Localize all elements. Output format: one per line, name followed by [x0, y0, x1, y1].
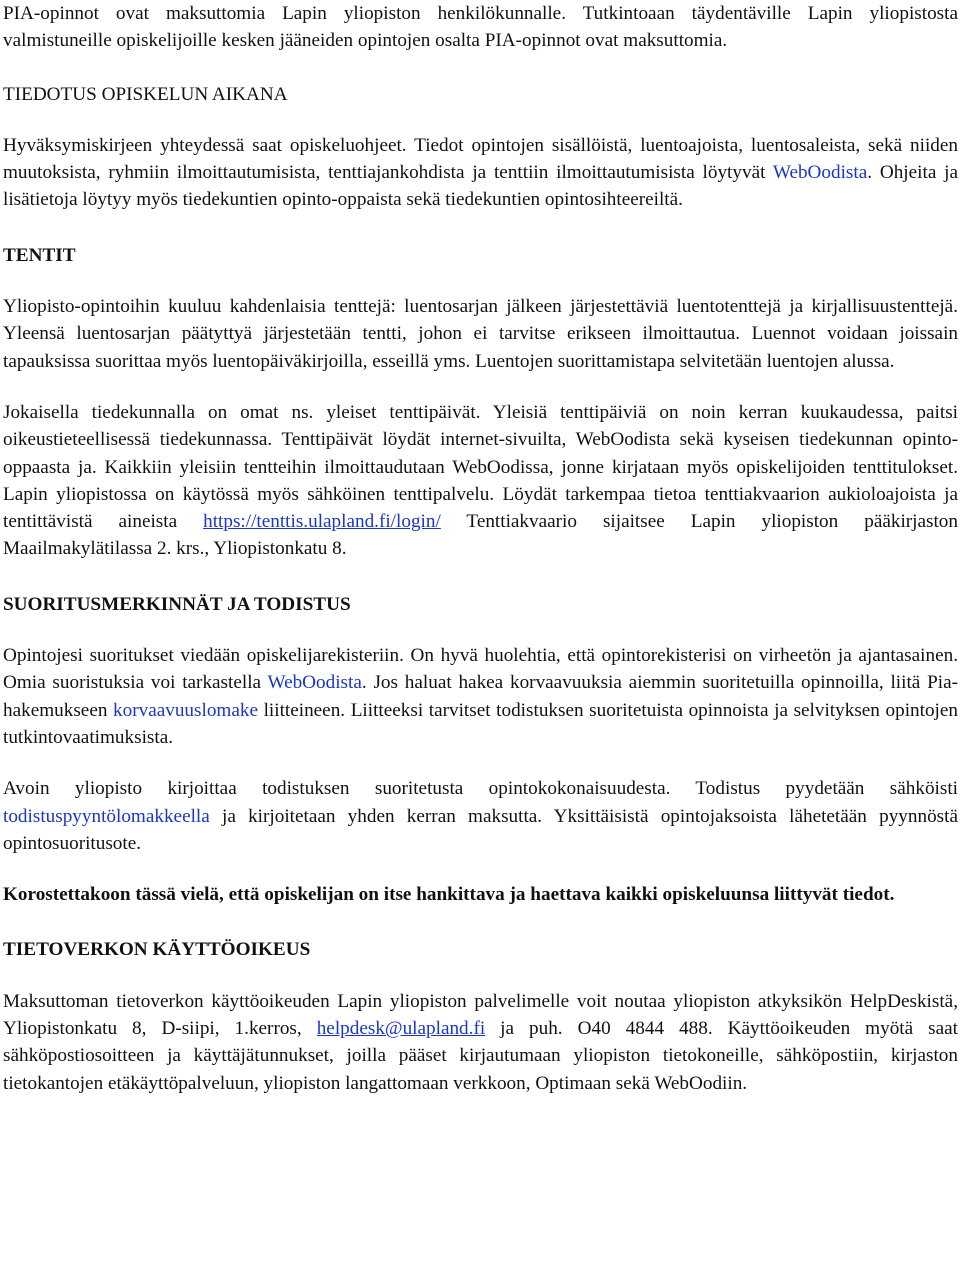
todistus-text-b: ja kirjoitetaan yhden kerran maksutta. Yksittäisistä opintojaksoista lähetetään pyynnöstä opintosuoritusote.: [3, 805, 958, 854]
tentit-text-after: Tenttiakvaario sijaitsee Lapin yliopiston pääkirjaston Maailmakylätilassa 2. krs., Yliopistonkatu 8.: [3, 511, 958, 560]
heading-tietoverkko: TIETOVERKON KÄYTTÖOIKEUS: [3, 939, 311, 961]
heading-tiedotus: TIEDOTUS OPISKELUN AIKANA: [3, 83, 288, 105]
tiedotus-text: Hyväksymiskirjeen yhteydessä saat opiskeluohjeet. Tiedot opintojen sisällöistä, luentoajoista, luentosaleista, sekä niiden muutoksista, ryhmiin ilmoittautumisista, tenttiajankohdista ja tenttiin ilmoittautumisista löytyvät: [3, 134, 958, 184]
tietoverkko-paragraph: [3, 988, 958, 1097]
emphasis-paragraph: [3, 881, 958, 908]
helpdesk-email-link[interactable]: helpdesk@ulapland.fi: [316, 1018, 486, 1040]
korvaavuuslomake-link[interactable]: korvaavuuslomake: [113, 699, 258, 721]
suoritus-paragraph-1: [3, 642, 958, 751]
tentit-text: Jokaisella tiedekunnalla on omat ns. yleiset tenttipäivät. Yleisiä tenttipäiviä on noin kerran kuukaudessa, paitsi oikeustieteellisessä tiedekunnassa. Tenttipäivät löydät internet-sivuilta, WebOodista sekä kyseisen tiedekunnan opinto-oppaasta ja. Kaikkiin yleisiin tentteihin ilmoittaudutaan WebOodissa, jonne kirjataan myös opiskelijoiden tenttitulokset. Lapin yliopistossa on käytössä myös sähköinen tenttipalvelu. Löydät tarkempaa tietoa tenttiakvaarion aukioloajoista ja tentittävistä aineista: [3, 401, 958, 533]
suoritus-text-c: liitteineen. Liitteeksi tarvitset todistuksen suoritetuista opinnoista ja selvityksen opintojen tutkintovaatimuksista.: [3, 699, 958, 748]
intro-paragraph: PIA-opinnot ovat maksuttomia Lapin yliopiston henkilökunnalle. Tutkintoaan täydentäville Lapin yliopistosta valmistuneille opiskelijoille kesken jääneiden opintojen osalta PIA-opinnot ovat maksuttomia.: [3, 3, 958, 52]
tiedotus-text-after: . Ohjeita ja lisätietoja löytyy myös tiedekuntien opinto-oppaista sekä tiedekuntien opintosihteereiltä.: [3, 162, 958, 211]
suoritus-paragraph-2: [3, 775, 958, 857]
tiedotus-paragraph: [3, 132, 958, 214]
tietoverkko-text-a: Maksuttoman tietoverkon käyttöoikeuden Lapin yliopiston palvelimelle voit noutaa yliopiston atkyksikön HelpDeskistä, Yliopistonkatu 8, D-siipi, 1.kerros,: [3, 990, 958, 1040]
emphasis-text: Korostettakoon tässä vielä, että opiskelijan on itse hankittava ja haettava kaikki opiskeluunsa liittyvät tiedot.: [3, 884, 895, 906]
todistuspyynto-link[interactable]: todistuspyyntölomakkeella: [3, 805, 210, 827]
document-page: [3, 0, 958, 1097]
tietoverkko-text-b: ja puh. O40 4844 488. Käyttöoikeuden myötä saat sähköpostiosoitteen ja käyttäjätunnukset, joilla pääset kirjautumaan yliopiston tietokoneille, sähköpostiin, kirjaston tietokantojen etäkäyttöpalveluun, yliopiston langattomaan verkkoon, Optimaan sekä WebOodiin.: [3, 1018, 958, 1094]
tenttis-login-link[interactable]: https://tenttis.ulapland.fi/login/: [203, 511, 441, 533]
heading-tentit: TENTIT: [3, 244, 76, 266]
tentit-paragraph-2: [3, 399, 958, 563]
heading-suoritusmerkinnat: SUORITUSMERKINNÄT JA TODISTUS: [3, 593, 351, 615]
weboodi-link-2[interactable]: WebOodista: [267, 672, 362, 694]
weboodi-link[interactable]: WebOodista: [772, 162, 868, 184]
suoritus-text-b: . Jos haluat hakea korvaavuuksia aiemmin suoritetuilla opinnoilla, liitä Pia-hakemukseen: [3, 672, 958, 721]
tentit-paragraph-1: Yliopisto-opintoihin kuuluu kahdenlaisia tenttejä: luentosarjan jälkeen järjestettäviä luentotenttejä ja kirjallisuustenttejä. Yleensä luentosarjan päätyttyä järjestetään tentti, johon ei tarvitse erikseen ilmoittautua. Luennot voidaan joissain tapauksissa suorittaa myös luentopäiväkirjoilla, esseillä yms. Luentojen suorittamistapa selvitetään luentojen alussa.: [3, 296, 958, 372]
todistus-text-a: Avoin yliopisto kirjoittaa todistuksen suoritetusta opintokokonaisuudesta. Todistus pyydetään sähköisti: [3, 778, 958, 800]
suoritus-text-a: Opintojesi suoritukset viedään opiskelijarekisteriin. On hyvä huolehtia, että opintorekisterisi on virheetön ja ajantasainen. Omia suoristuksia voi tarkastella: [3, 645, 958, 694]
